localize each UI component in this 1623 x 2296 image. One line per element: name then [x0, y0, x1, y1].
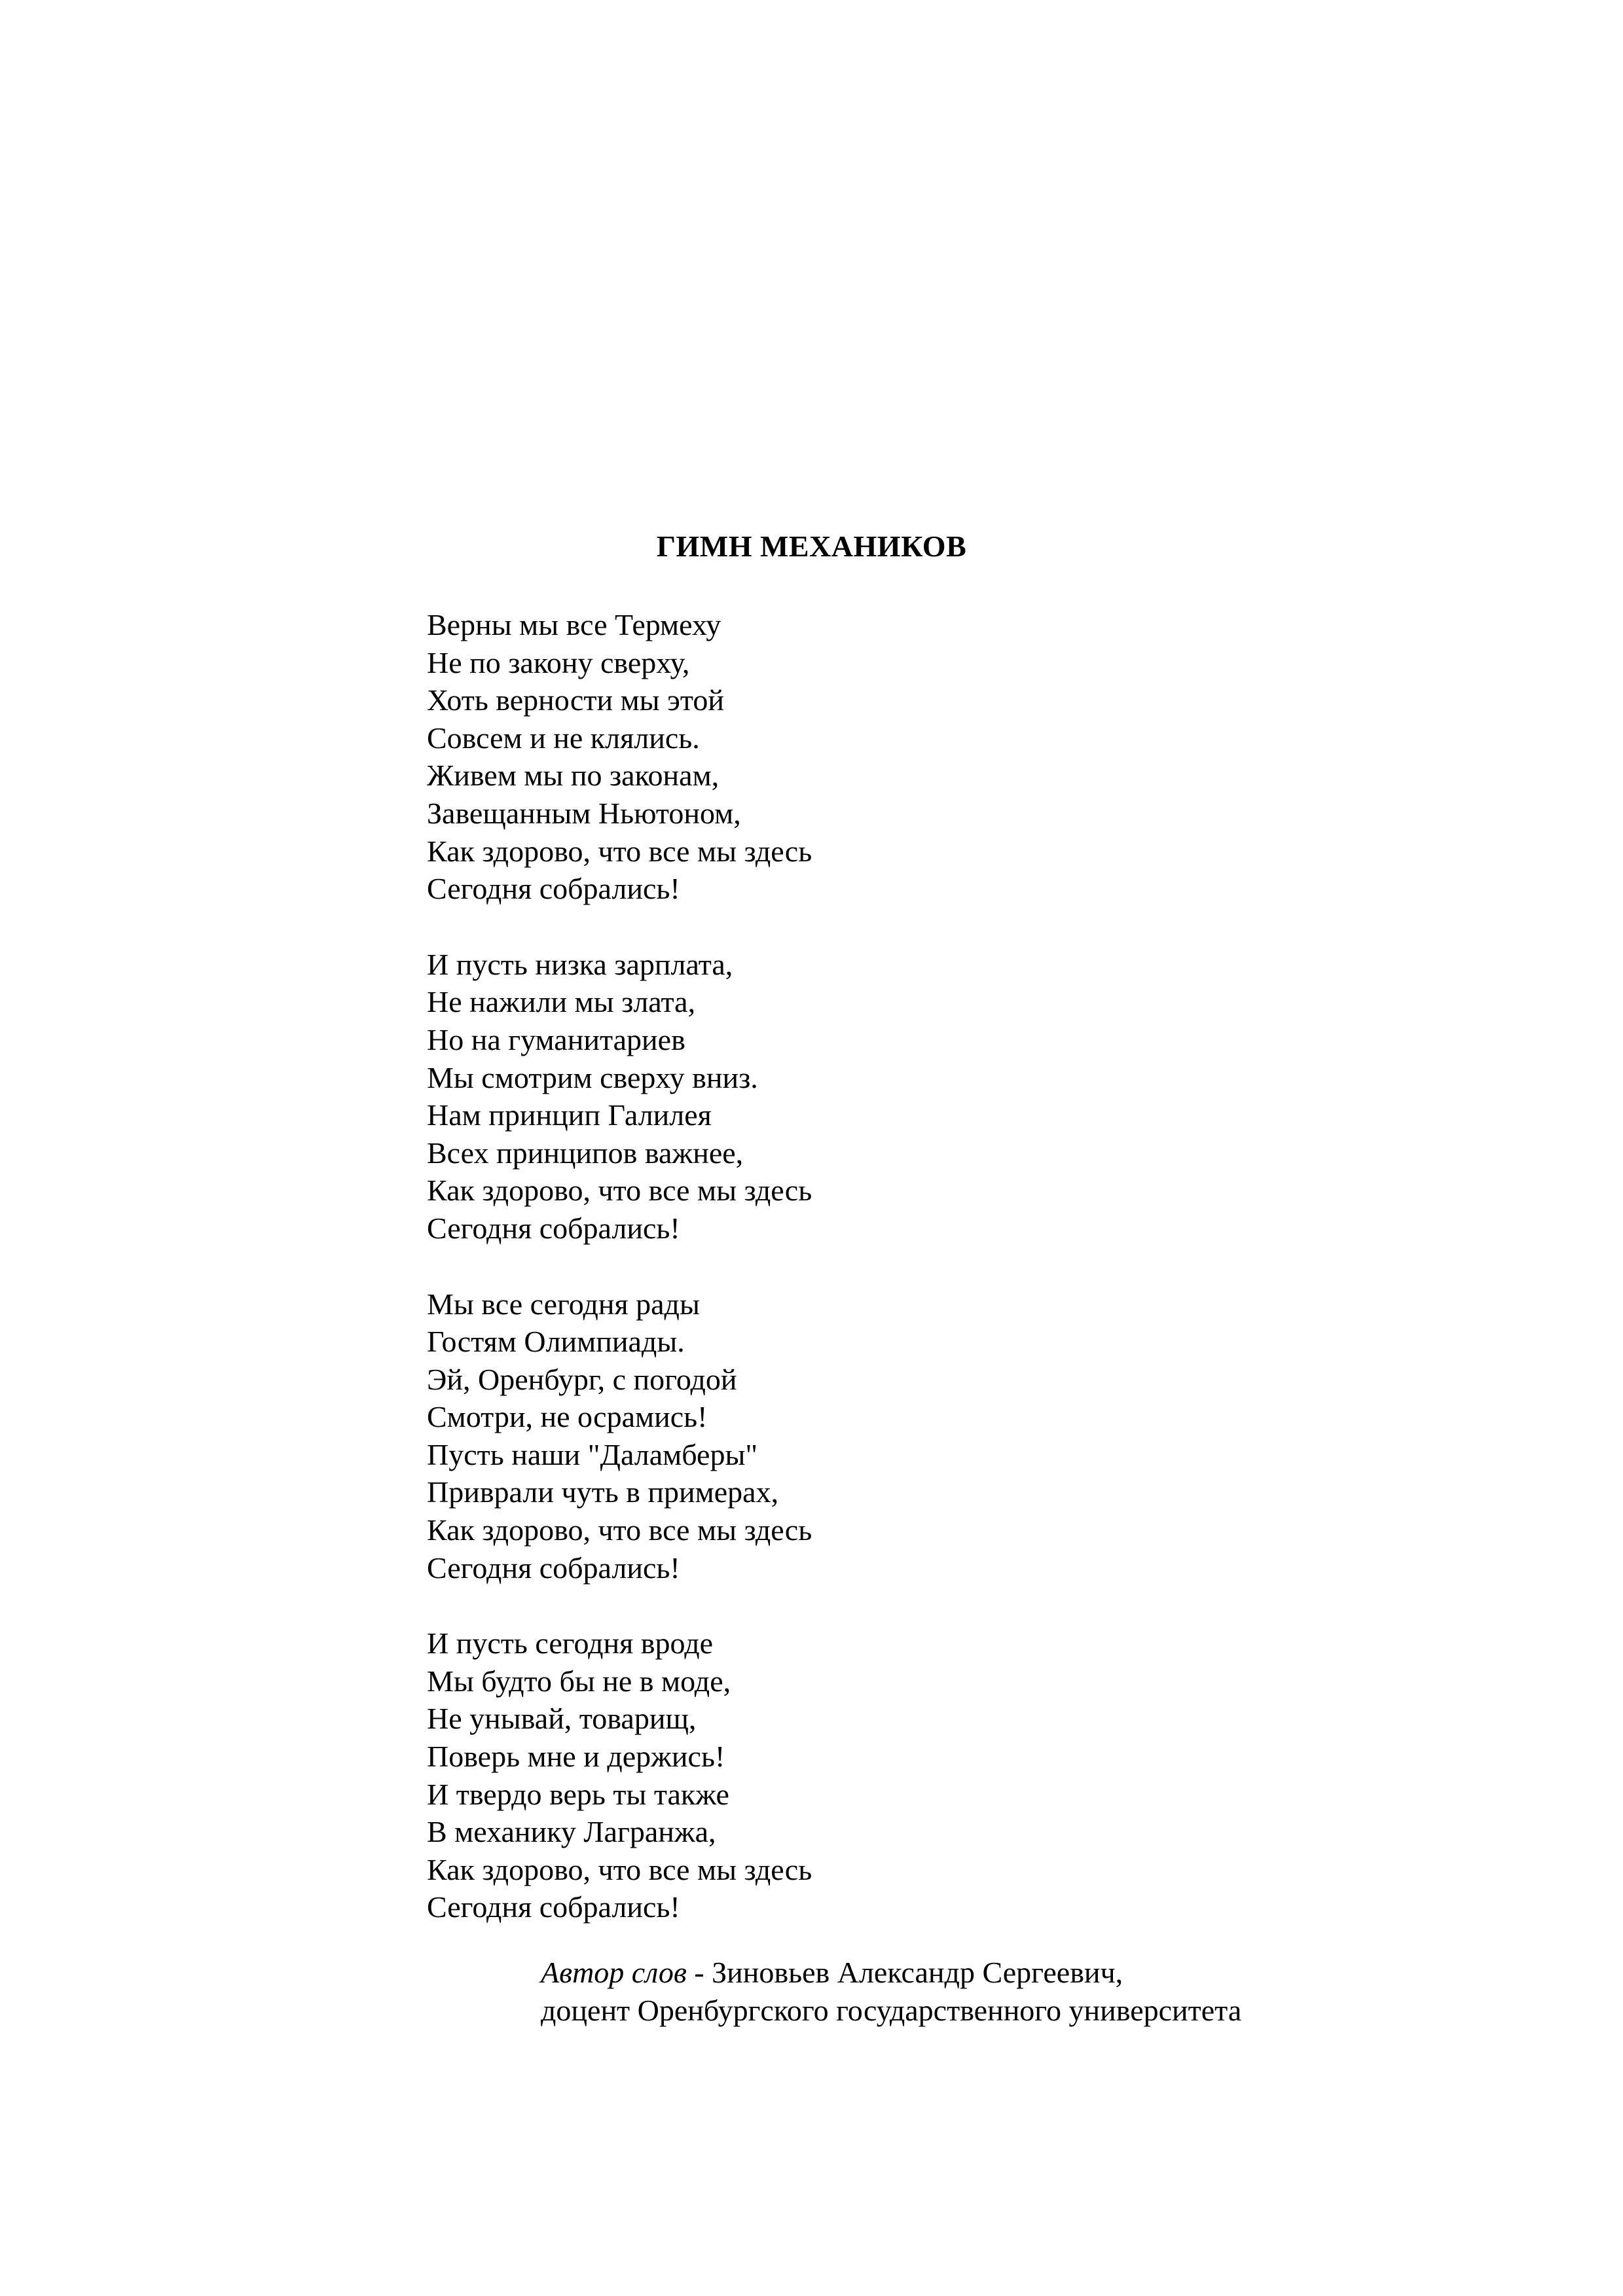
- poem-body: [427, 606, 1343, 1964]
- poem-line: Хоть верности мы этой: [427, 683, 724, 717]
- poem-line: В механику Лагранжа,: [427, 1815, 716, 1849]
- poem-line: Смотри, не осрамись!: [427, 1400, 708, 1434]
- author-name: Зиновьев Александр Сергеевич,: [712, 1956, 1123, 1989]
- poem-line: Как здорово, что все мы здесь: [427, 1852, 812, 1886]
- stanza-2: [427, 946, 1343, 1247]
- poem-line: И пусть низка зарплата,: [427, 947, 733, 981]
- poem-line: Сегодня собрались!: [427, 1551, 680, 1585]
- poem-line: Как здорово, что все мы здесь: [427, 1174, 812, 1208]
- stanza-4: [427, 1624, 1343, 1926]
- poem-line: Всех принципов важнее,: [427, 1136, 744, 1170]
- stanza-1: [427, 606, 1343, 908]
- poem-line: Приврали чуть в примерах,: [427, 1475, 779, 1509]
- poem-line: Эй, Оренбург, с погодой: [427, 1362, 737, 1396]
- author-signature: [541, 1954, 1523, 2029]
- author-line: [541, 1954, 1523, 1992]
- stanza-3: [427, 1285, 1343, 1587]
- author-separator: -: [686, 1956, 712, 1989]
- poem-line: Живем мы по законам,: [427, 759, 720, 793]
- poem-line: Как здорово, что все мы здесь: [427, 834, 812, 868]
- poem-line: Как здорово, что все мы здесь: [427, 1513, 812, 1547]
- poem-line: Мы смотрим сверху вниз.: [427, 1060, 758, 1094]
- author-label: Автор слов: [541, 1956, 687, 1989]
- author-position: доцент Оренбургского государственного университета: [541, 1993, 1242, 2027]
- poem-line: Пусть наши "Даламберы": [427, 1437, 758, 1471]
- poem-line: Сегодня собрались!: [427, 1211, 680, 1245]
- poem-title: ГИМН МЕХАНИКОВ: [656, 529, 967, 563]
- poem-line: Совсем и не клялись.: [427, 721, 700, 755]
- poem-line: Верны мы все Термеху: [427, 608, 721, 641]
- poem-line: Но на гуманитариев: [427, 1022, 685, 1056]
- poem-line: Мы будто бы не в моде,: [427, 1664, 731, 1698]
- poem-line: Нам принцип Галилея: [427, 1098, 712, 1132]
- poem-line: Сегодня собрались!: [427, 872, 680, 906]
- poem-line: И твердо верь ты также: [427, 1777, 729, 1811]
- poem-line: Поверь мне и держись!: [427, 1740, 725, 1774]
- poem-line: Сегодня собрались!: [427, 1890, 680, 1924]
- poem-line: Мы все сегодня рады: [427, 1287, 700, 1321]
- poem-line: Гостям Олимпиады.: [427, 1325, 685, 1359]
- poem-line: Не нажили мы злата,: [427, 985, 696, 1019]
- poem-line: Не по закону сверху,: [427, 645, 690, 679]
- poem-line: И пусть сегодня вроде: [427, 1626, 714, 1660]
- poem-line: Завещанным Ньютоном,: [427, 796, 741, 830]
- poem-line: Не унывай, товарищ,: [427, 1702, 697, 1736]
